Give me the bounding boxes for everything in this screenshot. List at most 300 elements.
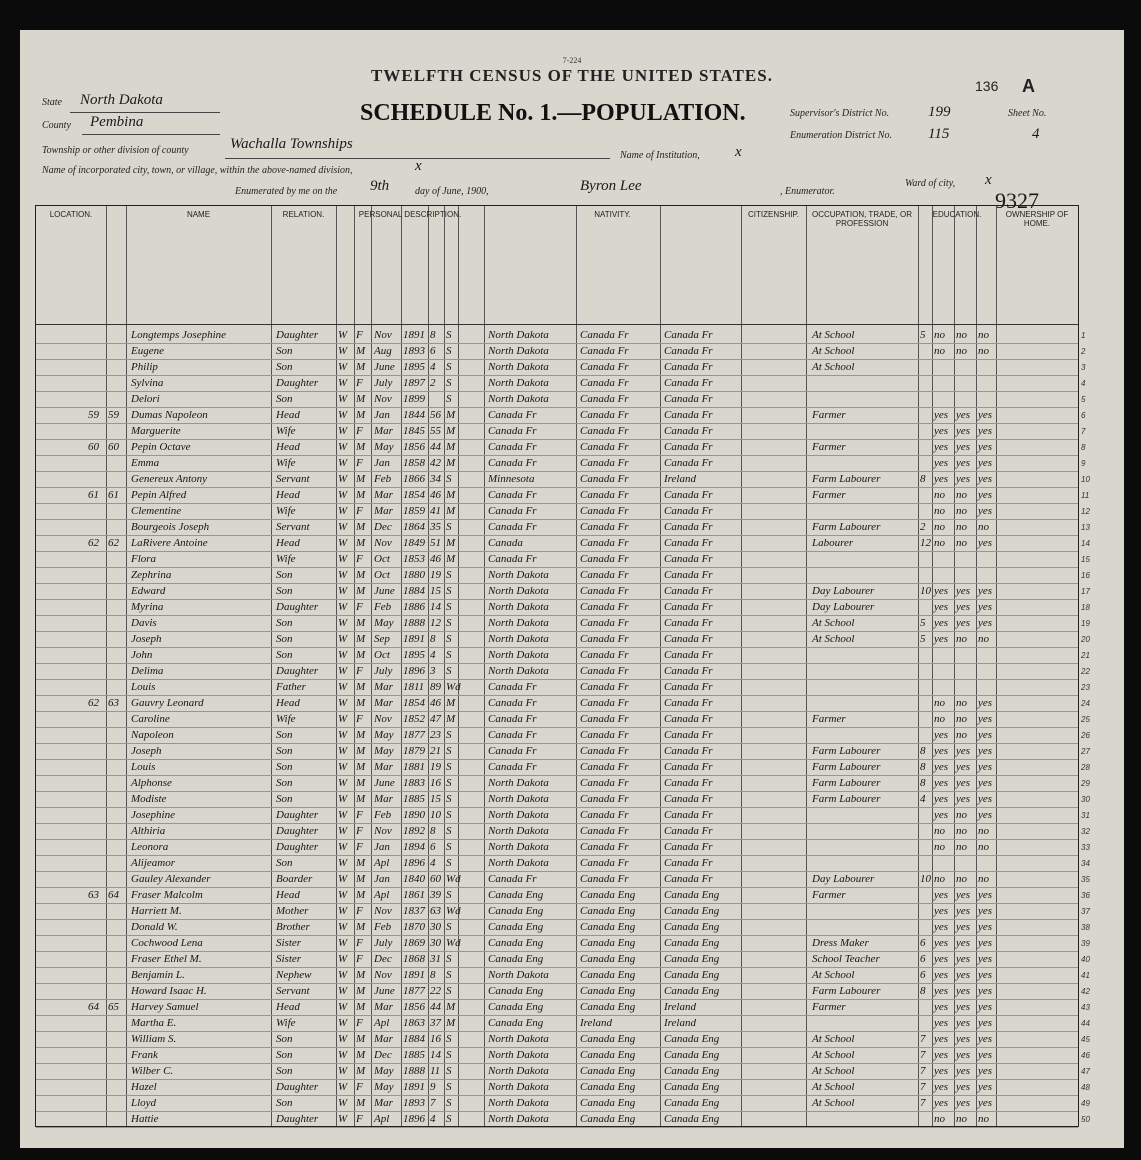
cell-birth: North Dakota: [488, 809, 549, 821]
cell-name: Martha E.: [131, 1017, 177, 1029]
cell-age: 31: [430, 953, 441, 965]
cell-name: Cochwood Lena: [131, 937, 203, 949]
cell-age: 60: [430, 873, 441, 885]
cell-rel: Son: [276, 729, 293, 741]
cell-month: Feb: [374, 601, 392, 613]
cell-col: W: [338, 905, 348, 917]
cell-rel: Daughter: [276, 377, 319, 389]
cell-mother: Canada Fr: [664, 729, 713, 741]
cell-mo: 4: [920, 793, 926, 805]
cell-year: 1863: [403, 1017, 425, 1029]
table-row: [36, 472, 1090, 488]
cell-name: Donald W.: [131, 921, 178, 933]
cell-year: 1877: [403, 985, 425, 997]
cell-age: 42: [430, 457, 441, 469]
table-row: [36, 696, 1090, 712]
cell-read: no: [934, 505, 945, 517]
cell-sex: M: [356, 585, 366, 597]
cell-age: 11: [430, 1065, 441, 1077]
cell-ms: M: [446, 505, 456, 517]
cell-mother: Ireland: [664, 473, 696, 485]
cell-father: Canada Eng: [580, 937, 636, 949]
cell-sex: M: [356, 873, 366, 885]
cell-ms: S: [446, 985, 452, 997]
form-code: 7-224: [562, 56, 582, 65]
cell-occ: Farm Labourer: [812, 985, 881, 997]
cell-mo: 12: [920, 537, 931, 549]
cell-year: 1899: [403, 393, 425, 405]
cell-year: 1891: [403, 633, 425, 645]
cell-sex: F: [356, 553, 363, 565]
cell-fam: 63: [108, 697, 119, 709]
cell-year: 1891: [403, 329, 425, 341]
cell-ms: S: [446, 825, 452, 837]
cell-father: Canada Eng: [580, 1113, 636, 1125]
cell-write: no: [956, 1113, 967, 1125]
cell-col: W: [338, 1033, 348, 1045]
cell-age: 6: [430, 841, 436, 853]
table-row: [36, 568, 1090, 584]
cell-month: Dec: [374, 953, 392, 965]
cell-occ: Farm Labourer: [812, 761, 881, 773]
cell-year: 1854: [403, 697, 425, 709]
row-number: 20: [1081, 635, 1090, 644]
cell-read: yes: [934, 1033, 949, 1045]
cell-father: Canada Fr: [580, 569, 629, 581]
cell-mother: Canada Fr: [664, 745, 713, 757]
cell-birth: Canada Fr: [488, 441, 537, 453]
row-number: 32: [1081, 827, 1090, 836]
cell-name: Flora: [131, 553, 157, 565]
cell-month: Jan: [374, 457, 390, 469]
cell-birth: North Dakota: [488, 1113, 549, 1125]
cell-month: Jan: [374, 841, 390, 853]
cell-age: 56: [430, 409, 441, 421]
cell-sex: M: [356, 921, 366, 933]
row-number: 19: [1081, 619, 1090, 628]
table-row: [36, 920, 1090, 936]
cell-mo: 8: [920, 473, 926, 485]
cell-name: Pepin Alfred: [131, 489, 187, 501]
cell-age: 8: [430, 633, 436, 645]
cell-month: Apl: [374, 857, 390, 869]
cell-month: Nov: [374, 825, 392, 837]
cell-age: 15: [430, 793, 441, 805]
census-sheet: [20, 30, 1124, 1148]
cell-year: 1853: [403, 553, 425, 565]
cell-ms: S: [446, 1065, 452, 1077]
cell-read: no: [934, 329, 945, 341]
cell-father: Canada Eng: [580, 1049, 636, 1061]
cell-father: Canada Fr: [580, 409, 629, 421]
cell-birth: North Dakota: [488, 1065, 549, 1077]
cell-name: Alijeamor: [131, 857, 175, 869]
cell-month: Feb: [374, 809, 392, 821]
cell-mother: Canada Fr: [664, 649, 713, 661]
cell-eng: yes: [978, 937, 993, 949]
cell-father: Canada Fr: [580, 377, 629, 389]
cell-age: 23: [430, 729, 441, 741]
row-number: 8: [1081, 443, 1086, 452]
cell-rel: Son: [276, 649, 293, 661]
cell-mother: Canada Eng: [664, 1081, 720, 1093]
cell-month: Mar: [374, 489, 393, 501]
cell-month: May: [374, 441, 394, 453]
cell-occ: Farm Labourer: [812, 777, 881, 789]
enumeration-label: Enumeration District No.: [790, 130, 892, 141]
cell-mother: Canada Fr: [664, 601, 713, 613]
cell-col: W: [338, 761, 348, 773]
cell-age: 15: [430, 585, 441, 597]
table-row: [36, 760, 1090, 776]
cell-mother: Canada Fr: [664, 713, 713, 725]
cell-year: 1885: [403, 793, 425, 805]
row-number: 18: [1081, 603, 1090, 612]
table-row: [36, 1096, 1090, 1112]
cell-father: Canada Eng: [580, 921, 636, 933]
cell-read: yes: [934, 1049, 949, 1061]
table-row: [36, 744, 1090, 760]
cell-birth: North Dakota: [488, 617, 549, 629]
cell-birth: Canada Fr: [488, 489, 537, 501]
cell-rel: Daughter: [276, 809, 319, 821]
cell-col: W: [338, 745, 348, 757]
cell-month: June: [374, 361, 395, 373]
table-row: [36, 824, 1090, 840]
cell-ms: M: [446, 425, 456, 437]
cell-eng: yes: [978, 489, 993, 501]
row-number: 24: [1081, 699, 1090, 708]
cell-name: Eugene: [131, 345, 164, 357]
cell-rel: Head: [276, 441, 300, 453]
cell-father: Canada Eng: [580, 1065, 636, 1077]
cell-year: 1897: [403, 377, 425, 389]
cell-write: yes: [956, 617, 971, 629]
cell-fam: 60: [108, 441, 119, 453]
cell-col: W: [338, 521, 348, 533]
cell-name: Philip: [131, 361, 158, 373]
cell-year: 1891: [403, 969, 425, 981]
cell-col: W: [338, 921, 348, 933]
cell-year: 1870: [403, 921, 425, 933]
cell-write: yes: [956, 1049, 971, 1061]
cell-read: yes: [934, 457, 949, 469]
cell-father: Ireland: [580, 1017, 612, 1029]
cell-birth: Canada Eng: [488, 937, 544, 949]
cell-father: Canada Fr: [580, 713, 629, 725]
cell-eng: yes: [978, 1065, 993, 1077]
incorporated-label: Name of incorporated city, town, or village, within the above-named division,: [42, 165, 353, 176]
cell-name: Joseph: [131, 745, 162, 757]
cell-age: 46: [430, 489, 441, 501]
cell-sex: M: [356, 1065, 366, 1077]
cell-fam: 59: [108, 409, 119, 421]
cell-age: 46: [430, 697, 441, 709]
cell-read: no: [934, 489, 945, 501]
cell-eng: yes: [978, 921, 993, 933]
cell-sex: M: [356, 1001, 366, 1013]
cell-sex: M: [356, 969, 366, 981]
cell-ms: M: [446, 537, 456, 549]
cell-mother: Canada Fr: [664, 345, 713, 357]
cell-age: 46: [430, 553, 441, 565]
cell-occ: Farmer: [812, 713, 846, 725]
cell-rel: Wife: [276, 457, 296, 469]
cell-month: Feb: [374, 921, 392, 933]
cell-mother: Canada Fr: [664, 393, 713, 405]
census-table: [35, 205, 1090, 1127]
cell-ms: S: [446, 569, 452, 581]
cell-read: yes: [934, 1097, 949, 1109]
cell-read: yes: [934, 441, 949, 453]
cell-birth: Canada Fr: [488, 505, 537, 517]
cell-mother: Canada Fr: [664, 457, 713, 469]
cell-rel: Son: [276, 361, 293, 373]
cell-sex: M: [356, 633, 366, 645]
cell-ms: M: [446, 553, 456, 565]
cell-age: 4: [430, 857, 436, 869]
cell-ms: S: [446, 1097, 452, 1109]
cell-ms: M: [446, 489, 456, 501]
cell-col: W: [338, 793, 348, 805]
cell-year: 1849: [403, 537, 425, 549]
cell-name: Louis: [131, 681, 156, 693]
cell-dw: 63: [88, 889, 99, 901]
cell-name: Hazel: [131, 1081, 157, 1093]
cell-occ: At School: [812, 361, 855, 373]
cell-ms: S: [446, 745, 452, 757]
cell-father: Canada Fr: [580, 329, 629, 341]
cell-age: 6: [430, 345, 436, 357]
row-number: 50: [1081, 1115, 1090, 1124]
cell-age: 8: [430, 825, 436, 837]
cell-father: Canada Fr: [580, 393, 629, 405]
cell-ms: S: [446, 1033, 452, 1045]
cell-occ: At School: [812, 329, 855, 341]
cell-col: W: [338, 841, 348, 853]
cell-father: Canada Fr: [580, 809, 629, 821]
cell-mo: 6: [920, 937, 926, 949]
cell-age: 37: [430, 1017, 441, 1029]
cell-rel: Son: [276, 793, 293, 805]
cell-year: 1868: [403, 953, 425, 965]
cell-ms: S: [446, 665, 452, 677]
table-row: [36, 664, 1090, 680]
cell-sex: F: [356, 713, 363, 725]
cell-year: 1886: [403, 601, 425, 613]
cell-ms: S: [446, 633, 452, 645]
table-row: [36, 408, 1086, 424]
cell-eng: yes: [978, 1017, 993, 1029]
cell-read: yes: [934, 889, 949, 901]
cell-month: June: [374, 985, 395, 997]
row-number: 5: [1081, 395, 1086, 404]
cell-age: 2: [430, 377, 436, 389]
cell-rel: Wife: [276, 505, 296, 517]
cell-father: Canada Fr: [580, 617, 629, 629]
cell-mother: Canada Fr: [664, 569, 713, 581]
cell-mother: Canada Fr: [664, 377, 713, 389]
cell-year: 1869: [403, 937, 425, 949]
cell-month: Sep: [374, 633, 390, 645]
cell-name: Delima: [131, 665, 164, 677]
cell-name: Sylvina: [131, 377, 164, 389]
cell-write: yes: [956, 745, 971, 757]
cell-dw: 61: [88, 489, 99, 501]
cell-age: 19: [430, 761, 441, 773]
cell-write: yes: [956, 1001, 971, 1013]
row-number: 4: [1081, 379, 1086, 388]
cell-write: no: [956, 873, 967, 885]
cell-birth: Canada Fr: [488, 873, 537, 885]
cell-age: 19: [430, 569, 441, 581]
row-number: 21: [1081, 651, 1090, 660]
cell-mother: Canada Eng: [664, 905, 720, 917]
cell-ms: S: [446, 729, 452, 741]
cell-eng: yes: [978, 905, 993, 917]
cell-ms: S: [446, 761, 452, 773]
cell-sex: M: [356, 521, 366, 533]
cell-birth: North Dakota: [488, 969, 549, 981]
cell-col: W: [338, 345, 348, 357]
cell-month: May: [374, 1065, 394, 1077]
row-number: 27: [1081, 747, 1090, 756]
table-row: [36, 712, 1090, 728]
cell-read: yes: [934, 617, 949, 629]
cell-month: Oct: [374, 569, 390, 581]
cell-mo: 7: [920, 1081, 926, 1093]
table-row: [36, 840, 1090, 856]
cell-sex: M: [356, 393, 366, 405]
cell-father: Canada Fr: [580, 729, 629, 741]
cell-sex: F: [356, 1081, 363, 1093]
cell-age: 41: [430, 505, 441, 517]
cell-write: yes: [956, 761, 971, 773]
cell-age: 14: [430, 1049, 441, 1061]
cell-fam: 64: [108, 889, 119, 901]
cell-rel: Son: [276, 633, 293, 645]
supervisor-value: 199: [928, 104, 951, 120]
cell-name: Caroline: [131, 713, 170, 725]
cell-rel: Son: [276, 1065, 293, 1077]
cell-year: 1840: [403, 873, 425, 885]
row-number: 10: [1081, 475, 1090, 484]
cell-month: Mar: [374, 681, 393, 693]
cell-occ: Day Labourer: [812, 585, 875, 597]
cell-rel: Head: [276, 889, 300, 901]
cell-father: Canada Fr: [580, 553, 629, 565]
group-relation: RELATION.: [282, 210, 325, 219]
enumerator-name: Byron Lee: [580, 178, 642, 194]
cell-mother: Canada Fr: [664, 441, 713, 453]
cell-mother: Canada Fr: [664, 521, 713, 533]
cell-year: 1885: [403, 1049, 425, 1061]
cell-name: Gauvry Leonard: [131, 697, 204, 709]
cell-col: W: [338, 873, 348, 885]
cell-sex: F: [356, 425, 363, 437]
cell-father: Canada Eng: [580, 969, 636, 981]
cell-father: Canada Eng: [580, 905, 636, 917]
cell-eng: no: [978, 1113, 989, 1125]
cell-mother: Canada Fr: [664, 665, 713, 677]
cell-age: 10: [430, 809, 441, 821]
cell-ms: M: [446, 1001, 456, 1013]
cell-month: Nov: [374, 537, 392, 549]
cell-year: 1893: [403, 1097, 425, 1109]
schedule-title: SCHEDULE No. 1.—POPULATION.: [360, 100, 746, 126]
row-number: 40: [1081, 955, 1090, 964]
cell-col: W: [338, 985, 348, 997]
cell-birth: North Dakota: [488, 857, 549, 869]
cell-eng: yes: [978, 425, 993, 437]
cell-father: Canada Fr: [580, 489, 629, 501]
group-location: LOCATION.: [49, 210, 93, 219]
cell-eng: yes: [978, 585, 993, 597]
cell-ms: S: [446, 889, 452, 901]
table-row: [36, 552, 1090, 568]
cell-ms: S: [446, 793, 452, 805]
cell-write: no: [956, 809, 967, 821]
cell-col: W: [338, 393, 348, 405]
cell-rel: Head: [276, 409, 300, 421]
cell-age: 44: [430, 441, 441, 453]
cell-sex: M: [356, 649, 366, 661]
cell-write: yes: [956, 1081, 971, 1093]
cell-occ: At School: [812, 633, 855, 645]
cell-dw: 59: [88, 409, 99, 421]
cell-col: W: [338, 441, 348, 453]
cell-fam: 62: [108, 537, 119, 549]
cell-read: yes: [934, 1065, 949, 1077]
table-row: [36, 1080, 1090, 1096]
cell-father: Canada Fr: [580, 793, 629, 805]
table-row: [36, 1064, 1090, 1080]
cell-occ: At School: [812, 617, 855, 629]
cell-sex: M: [356, 777, 366, 789]
cell-year: 1837: [403, 905, 425, 917]
cell-eng: no: [978, 873, 989, 885]
cell-birth: Canada Fr: [488, 697, 537, 709]
cell-eng: yes: [978, 1049, 993, 1061]
cell-read: yes: [934, 921, 949, 933]
table-row: [36, 888, 1090, 904]
cell-read: yes: [934, 777, 949, 789]
cell-col: W: [338, 505, 348, 517]
cell-mother: Ireland: [664, 1001, 696, 1013]
cell-birth: Canada Fr: [488, 761, 537, 773]
cell-rel: Daughter: [276, 1113, 319, 1125]
cell-col: W: [338, 697, 348, 709]
county-label: County: [42, 120, 71, 131]
cell-read: yes: [934, 1017, 949, 1029]
cell-father: Canada Eng: [580, 953, 636, 965]
cell-month: Nov: [374, 329, 392, 341]
cell-write: yes: [956, 585, 971, 597]
cell-sex: M: [356, 441, 366, 453]
cell-write: yes: [956, 1017, 971, 1029]
cell-age: 8: [430, 969, 436, 981]
cell-father: Canada Fr: [580, 825, 629, 837]
cell-rel: Son: [276, 345, 293, 357]
cell-birth: North Dakota: [488, 1097, 549, 1109]
cell-mo: 5: [920, 329, 926, 341]
cell-birth: Canada Fr: [488, 745, 537, 757]
township-label: Township or other division of county: [42, 145, 189, 156]
cell-birth: North Dakota: [488, 793, 549, 805]
cell-mother: Canada Eng: [664, 921, 720, 933]
cell-eng: yes: [978, 537, 993, 549]
row-number: 39: [1081, 939, 1090, 948]
